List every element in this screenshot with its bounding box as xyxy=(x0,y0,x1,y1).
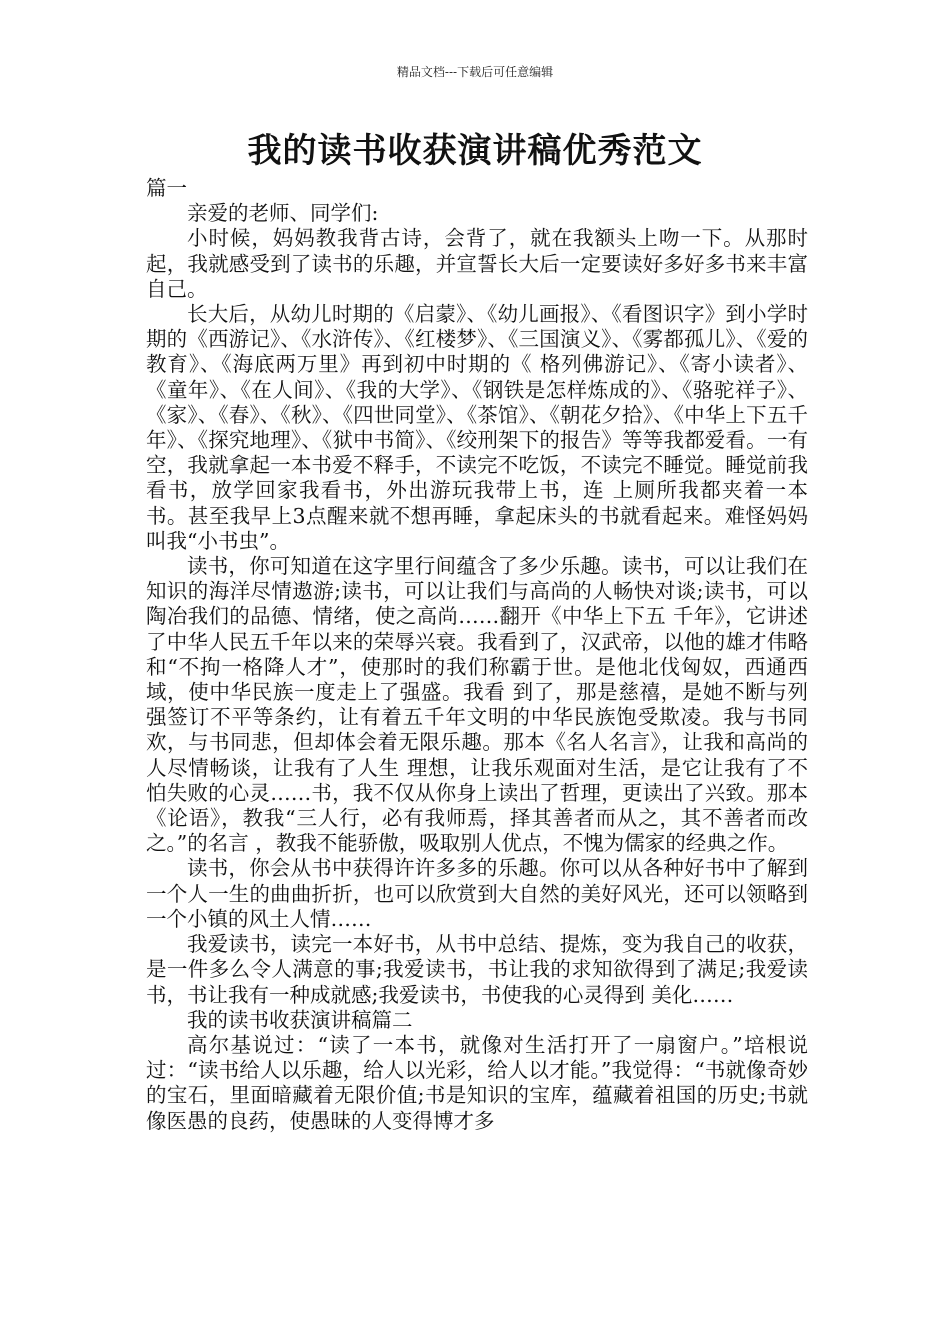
section-label: 篇一 xyxy=(146,176,187,200)
paragraph: 读书，你可知道在这字里行间蕴含了多少乐趣。读书，可以让我们在知识的海洋尽情遨游;读书，可以让我们与高尚的人畅快对谈;读书，可以陶冶我们的品德、情绪，使之高尚……翻开《中华上下五 千年》，它讲述了中华人民五千年以来的荣辱兴衰。我看到了，汉武帝，以他的雄才伟略和“不拘一格降人才”，使那时的我们称霸于世。是他北伐匈奴，西通西域，使中华民族一度走上了强盛。我看 到了，那是慈禧，是她不断与列强签订不平等条约，让有着五千年文明的中华民族饱受欺凌。我与书同欢，与书同悲，但却体会着无限乐趣。那本《名人名言》，让我和高尚的人尽情畅谈，让我有了人生 理想，让我乐观面对生活，是它让我有了不怕失败的心灵……书，我不仅从你身上读出了哲理，更读出了兴致。那本《论语》，教我“三人行，必有我师焉，择其善者而从之，其不善者而改之。”的名言 ，教我不能骄傲，吸取别人优点，不愧为儒家的经典之作。 xyxy=(146,554,808,856)
paragraph: 我爱读书，读完一本好书，从书中总结、提炼，变为我自己的收获，是一件多么令人满意的事;我爱读书，书让我的求知欲得到了满足;我爱读书，书让我有一种成就感;我爱读书，书使我的心灵得到 美化…… xyxy=(146,932,808,1007)
paragraph-greeting: 亲爱的老师、同学们: xyxy=(187,201,379,226)
document-body xyxy=(146,176,808,1134)
document-title: 我的读书收获演讲稿优秀范文 xyxy=(247,131,703,171)
paragraph: 高尔基说过：“读了一本书，就像对生活打开了一扇窗户。”培根说过：“读书给人以乐趣，给人以光彩，给人以才能。”我觉得：“书就像奇妙的宝石，里面暗藏着无限价值;书是知识的宝库，蕴藏着祖国的历史;书就像医愚的良药，使愚昧的人变得博才多 xyxy=(146,1032,808,1133)
paragraph: 长大后，从幼儿时期的《启蒙》、《幼儿画报》、《看图识字》到小学时期的《西游记》、《水浒传》、《红楼梦》、《三国演义》、《雾都孤儿》、《爱的教育》、《海底两万里》再到初中时期的《 格列佛游记》、《寄小读者》、《童年》、《在人间》、《我的大学》、《钢铁是怎样炼成的》、《骆驼祥子》、《家》、《春》、《秋》、《四世同堂》、《茶馆》、《朝花夕拾》、《中华上下五千 年》、《探究地理》、《狱中书简》、《绞刑架下的报告》等等我都爱看。一有空，我就拿起一本书爱不释手，不读完不吃饭，不读完不睡觉。睡觉前我看书，放学回家我看书，外出游玩我带上书，连 上厕所我都夹着一本书。甚至我早上3点醒来就不想再睡，拿起床头的书就看起来。难怪妈妈叫我“小书虫”。 xyxy=(146,302,808,553)
paragraph: 读书，你会从书中获得许许多多的乐趣。你可以从各种好书中了解到一个人一生的曲曲折折，也可以欣赏到大自然的美好风光，还可以领略到一个小镇的风土人情…… xyxy=(146,856,808,931)
section-heading: 我的读书收获演讲稿篇二 xyxy=(187,1007,413,1032)
page-header: 精品文档---下载后可任意编辑 xyxy=(396,65,554,79)
paragraph: 小时候，妈妈教我背古诗，会背了，就在我额头上吻一下。从那时起，我就感受到了读书的乐趣，并宣誓长大后一定要读好多好多书来丰富自己。 xyxy=(146,226,808,301)
